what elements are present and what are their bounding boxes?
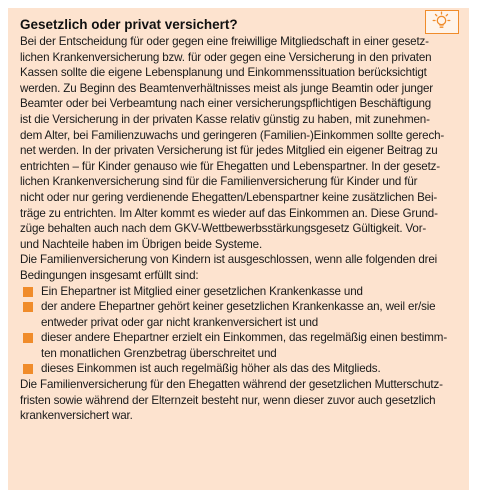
text-line: züge behalten auch nach dem GKV-Wettbewerbsstärkungsgesetz Gültigkeit. Vor- (20, 222, 427, 236)
text-line: Die Familienversicherung für den Ehegatten während der gesetzlichen Mutterschutz- (20, 378, 443, 392)
list-item (20, 299, 457, 330)
text-line: Bedingungen insgesamt erfüllt sind: (20, 268, 199, 282)
text-line: ist die Versicherung in der privaten Kasse relativ günstig zu haben, mit zunehmen- (20, 112, 430, 126)
text-line: Ein Ehepartner ist Mitglied einer gesetzlichen Krankenkasse und (41, 284, 363, 298)
square-bullet-icon (23, 302, 33, 312)
text-line: werden. Zu Beginn des Beamtenverhältnisses meist als junge Beamtin oder junger (20, 81, 433, 95)
text-line: net werden. In der privaten Versicherung ist für jedes Mitglied ein eigener Beitrag zu (20, 144, 438, 158)
text-line: und Nachteile haben im Übrigen beide Systeme. (20, 237, 263, 251)
text-line: dem Alter, bei Familienzuwachs und geringeren (Familien-)Einkommen sollte gerech- (20, 128, 445, 142)
square-bullet-icon (23, 287, 33, 297)
text-line: träge zu entrichten. Im Alter kommt es wieder auf das Einkommen an. Diese Grund- (20, 206, 438, 220)
paragraph-intro (20, 34, 457, 252)
list-item-text (41, 299, 435, 330)
condition-list (20, 284, 457, 378)
text-line: der andere Ehepartner gehört keiner gesetzlichen Krankenkasse an, weil er/sie (41, 300, 436, 314)
list-item-text (41, 330, 447, 361)
text-line: krankenversichert war. (20, 409, 133, 423)
text-line: Die Familienversicherung von Kindern ist ausgeschlossen, wenn alle folgenden drei (20, 253, 438, 267)
list-item (20, 330, 457, 361)
list-item (20, 361, 457, 377)
text-line: Kassen sollte die eigene Lebensplanung und Einkommenssituation berücksichtigt (20, 66, 427, 80)
square-bullet-icon (23, 364, 33, 374)
text-line: Bei der Entscheidung für oder gegen eine freiwillige Mitgliedschaft in einer gesetz- (20, 35, 429, 48)
text-line: dieser andere Ehepartner erzielt ein Einkommen, das regelmäßig einen bestimm- (41, 331, 448, 345)
text-line: ten monatlichen Grenzbetrag überschreitet und (41, 346, 277, 360)
text-line: Beamter oder bei Verbeamtung nach einer versicherungspflichtigen Beschäftigung (20, 97, 432, 111)
paragraph-conditions (20, 252, 457, 283)
list-item-text (41, 284, 363, 300)
text-line: entweder privat oder gar nicht krankenversichert ist und (41, 315, 319, 329)
lightbulb-icon (425, 10, 459, 34)
text-line: dieses Einkommen ist auch regelmäßig höher als das des Mitglieds. (41, 362, 381, 376)
list-item-text (41, 361, 381, 377)
info-box (8, 8, 469, 490)
paragraph-spouse (20, 377, 457, 424)
text-line: lichen Krankenversicherung sind für die Familienversicherung für Kinder und für (20, 175, 418, 189)
text-line: entrichten – für Kinder genauso wie für Ehegatten und Lebenspartner. In der gesetz- (20, 159, 441, 173)
text-line: lichen Krankenversicherung bzw. für oder gegen eine Versicherung in den privaten (20, 50, 432, 64)
list-item (20, 284, 457, 300)
square-bullet-icon (23, 333, 33, 343)
text-line: fristen sowie während der Elternzeit besteht nur, wenn dieser zuvor auch gesetzlich (20, 393, 436, 407)
box-title: Gesetzlich oder privat versichert? (20, 17, 238, 32)
text-line: nicht oder nur gering verdienende Ehegatten/Lebenspartner keine zusätzlichen Bei- (20, 190, 438, 204)
